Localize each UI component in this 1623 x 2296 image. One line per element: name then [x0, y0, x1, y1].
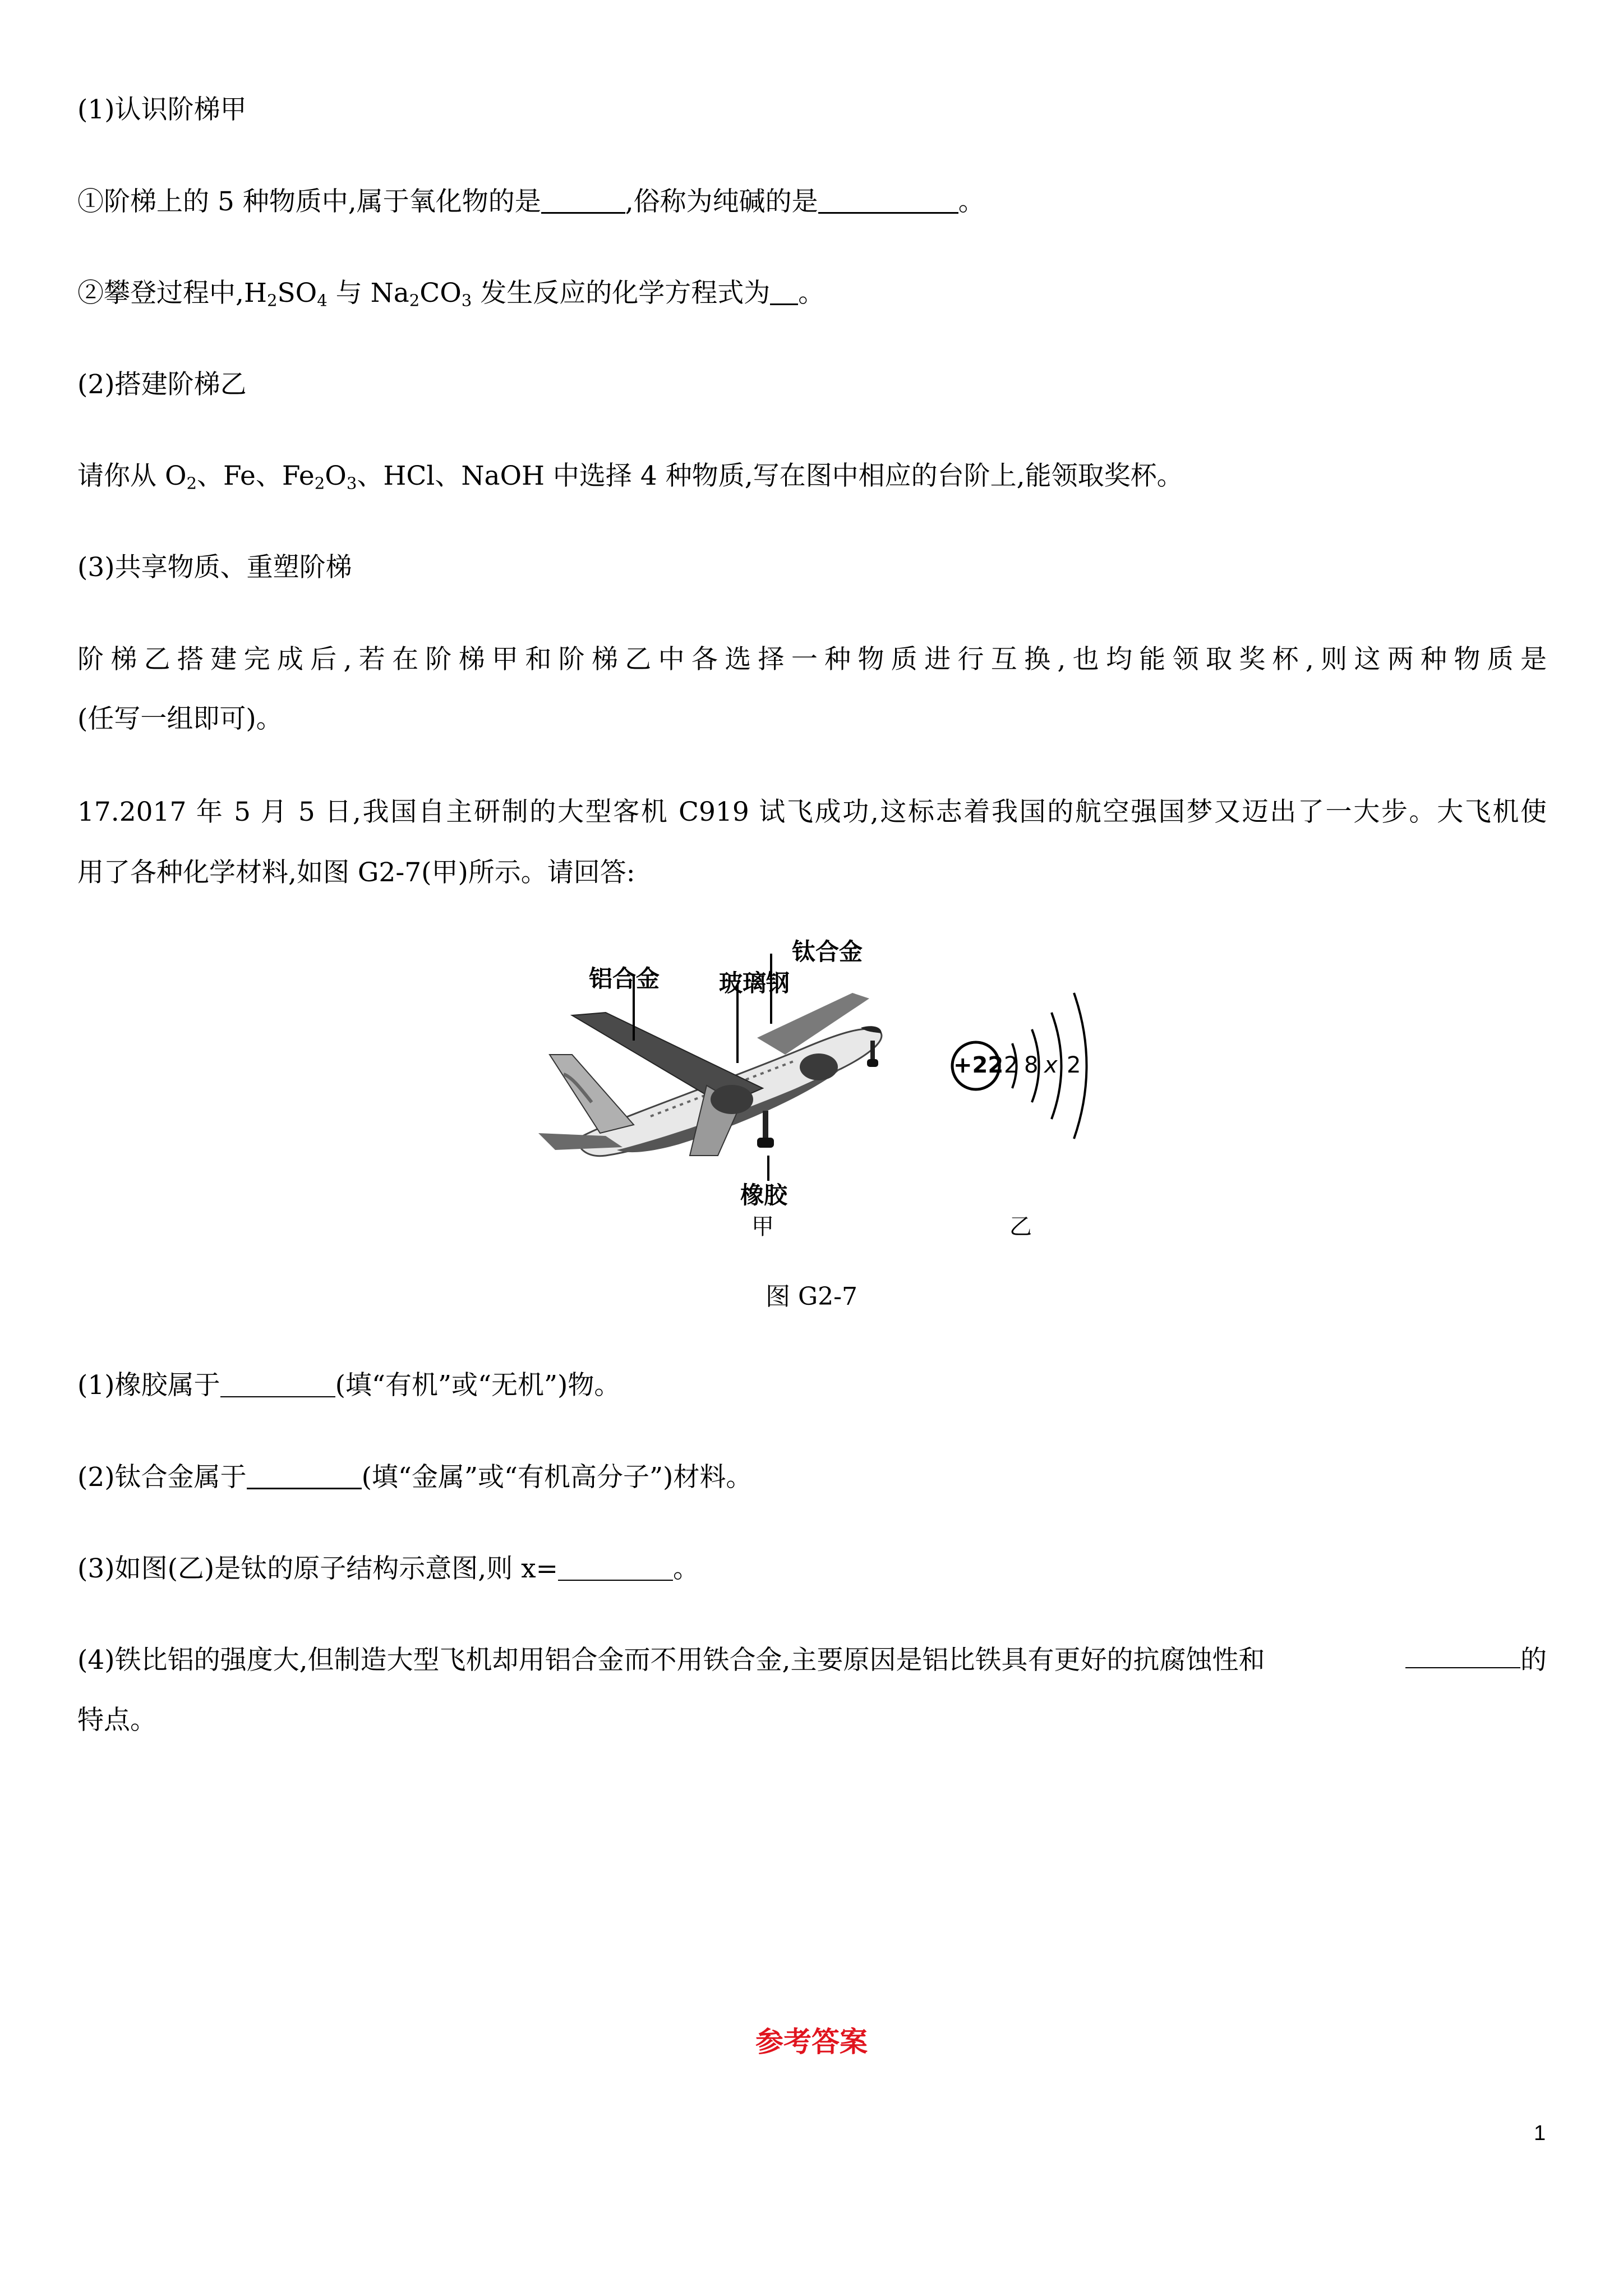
q16-part3-text-line2: (任写一组即可)。: [77, 703, 283, 734]
answer-blank[interactable]: [247, 1464, 362, 1489]
q16-part1-question2: ②攀登过程中$,H_2SO_4$ 与 $Na_2CO_3$ 发生反应的化学方程式为 。: [77, 278, 825, 310]
airplane-illustration: [538, 993, 882, 1156]
atom-nucleus-charge: +22: [953, 1052, 1004, 1078]
q16-part2-text: 请你从 $O_2$、Fe、$Fe_2O_3$、HCl、NaOH 中选择 4 种物质,写在图中相应的台阶上,能领取奖杯。: [77, 461, 1183, 493]
sub-figure-b-label: 乙: [1009, 1214, 1032, 1240]
sub-figure-a-label: 甲: [751, 1214, 774, 1240]
q17-intro-line2: 用了各种化学材料,如图 G2-7(甲)所示。请回答:: [77, 857, 635, 888]
label-fiberglass: 玻璃钢: [719, 969, 790, 997]
answer-blank[interactable]: [818, 188, 958, 214]
answer-key-title: 参考答案: [755, 2025, 868, 2058]
label-rubber: 橡胶: [740, 1181, 788, 1209]
electron-shell-2: 8: [1024, 1052, 1039, 1078]
page-number: 1: [1534, 2122, 1546, 2145]
q16-part1-question1: ①阶梯上的 5 种物质中,属于氧化物的是 ,俗称为纯碱的是 。: [77, 186, 985, 217]
figure-caption: 图 G2-7: [766, 1282, 857, 1311]
electron-shell-3: x: [1044, 1052, 1058, 1078]
q17-intro-line1: 17.2017 年 5 月 5 日,我国自主研制的大型客机 C919 试飞成功,这标志着我国的航空强国梦又迈出了一大步。大飞机使: [77, 797, 1547, 827]
q17-question4-line1: (4)铁比铝的强度大,但制造大型飞机却用铝合金而不用铁合金,主要原因是铝比铁具有更好的抗腐蚀性和 的: [77, 1645, 1547, 1676]
q17-question1: (1)橡胶属于 (填“有机”或“无机”)物。: [77, 1370, 621, 1401]
q16-part1-title: (1)认识阶梯甲: [77, 94, 247, 125]
electron-shell-1: 2: [1004, 1052, 1018, 1078]
answer-blank[interactable]: [541, 188, 625, 214]
q16-part2-title: (2)搭建阶梯乙: [77, 369, 247, 400]
label-titanium-alloy: 钛合金: [792, 938, 863, 965]
q16-part3-text-line1: 阶梯乙搭建完成后,若在阶梯甲和阶梯乙中各选择一种物质进行互换,也均能领取奖杯,则这两种物质是: [77, 644, 1547, 675]
q16-part3-title: (3)共享物质、重塑阶梯: [77, 552, 352, 583]
answer-blank[interactable]: [1405, 1644, 1520, 1668]
answer-blank[interactable]: [558, 1556, 673, 1581]
q17-question3: (3)如图(乙)是钛的原子结构示意图,则 x= 。: [77, 1553, 700, 1584]
q17-question2: (2)钛合金属于 (填“金属”或“有机高分子”)材料。: [77, 1462, 753, 1493]
q17-question4-line2: 特点。: [77, 1705, 156, 1736]
answer-blank[interactable]: [770, 280, 798, 305]
electron-shell-4: 2: [1067, 1052, 1081, 1078]
answer-blank[interactable]: [220, 1373, 335, 1397]
label-aluminum-alloy: 铝合金: [589, 965, 660, 992]
